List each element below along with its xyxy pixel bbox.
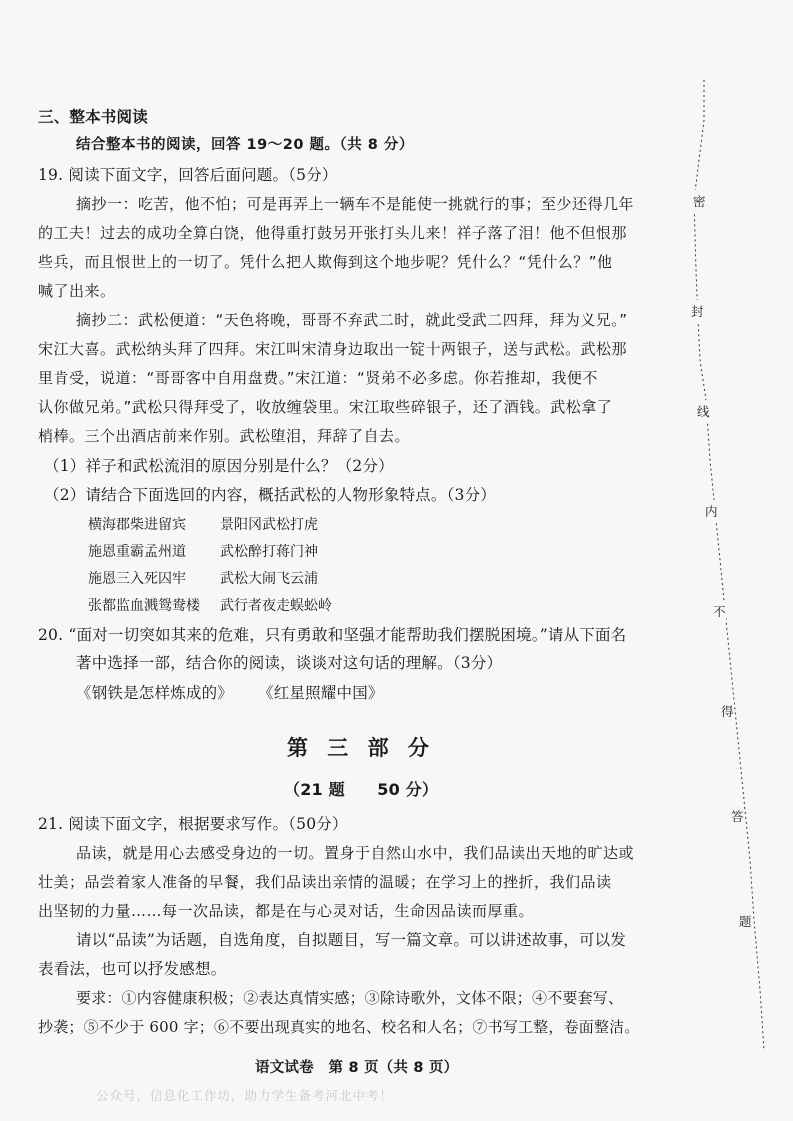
- q21-requirements-line-2: 抄袭；⑤不少于 600 字；⑥不要出现真实的地名、校名和人名；⑦书写工整，卷面整洁。: [38, 1018, 640, 1036]
- seal-char-3: 线: [697, 400, 710, 422]
- q21-para2-line-2: 表看法，也可以抒发感想。: [38, 960, 227, 978]
- q21-para1-line-3: 出坚韧的力量……每一次品读，都是在与心灵对话，生命因品读而厚重。: [38, 902, 535, 920]
- option-right-3: 武松大闹飞云浦: [220, 571, 318, 587]
- seal-char-8: 题: [739, 910, 752, 932]
- option-right-2: 武松醉打蒋门神: [220, 544, 318, 560]
- seal-char-7: 答: [731, 805, 744, 827]
- excerpt2-line-3: 里肯受，说道：“哥哥客中自用盘费。”宋江道：“贤弟不必多虑。你若推却，我便不: [38, 369, 598, 387]
- excerpt2-line-4: 认你做兄弟。”武松只得拜受了，收放缠袋里。宋江取些碎银子，还了酒钱。武松拿了: [38, 398, 613, 416]
- excerpt1-line-1: 摘抄一：吃苦，他不怕；可是再弄上一辆车不是能使一挑就行的事；至少还得几年: [76, 195, 635, 213]
- seal-char-6: 得: [721, 700, 734, 722]
- excerpt1-line-4: 喊了出来。: [38, 282, 116, 300]
- option-left-2: 施恩重霸孟州道: [88, 544, 186, 560]
- section-intro: 结合整本书的阅读，回答 19～20 题。（共 8 分）: [76, 137, 414, 153]
- q19-sub2: （2）请结合下面选回的内容，概括武松的人物形象特点。（3分）: [44, 486, 496, 504]
- option-right-4: 武行者夜走蜈蚣岭: [220, 598, 332, 614]
- q20-book-1: 《钢铁是怎样炼成的》: [76, 684, 234, 702]
- option-left-1: 横海郡柴进留宾: [88, 517, 186, 533]
- q20-line-2: 著中选择一部，结合你的阅读，谈谈对这句话的理解。（3分）: [76, 654, 503, 672]
- excerpt1-line-3: 些兵，而且恨世上的一切了。凭什么把人欺侮到这个地步呢？凭什么？“凭什么？”他: [38, 253, 613, 271]
- excerpt2-line-5: 梢棒。三个出酒店前来作别。武松堕泪，拜辞了自去。: [38, 427, 411, 445]
- q21-stem: 21. 阅读下面文字，根据要求写作。（50分）: [38, 815, 348, 833]
- section-heading: 三、整本书阅读: [38, 108, 148, 126]
- watermark-text: 公众号，信息化工作坊，助力学生备考河北中考！: [96, 1088, 394, 1103]
- q20-book-2: 《红星照耀中国》: [258, 684, 384, 702]
- q21-para2-line-1: 请以“品读”为话题，自选角度，自拟题目，写一篇文章。可以讲述故事，可以发: [76, 931, 627, 949]
- seal-char-1: 密: [693, 190, 706, 212]
- excerpt2-line-2: 宋江大喜。武松纳头拜了四拜。宋江叫宋清身边取出一锭十两银子，送与武松。武松那: [38, 340, 628, 358]
- seal-char-5: 不: [713, 600, 726, 622]
- page-footer: 语文试卷 第 8 页（共 8 页）: [255, 1060, 459, 1076]
- excerpt2-line-1: 摘抄二：武松便道：“天色将晚，哥哥不弃武二时，就此受武二四拜，拜为义兄。”: [76, 311, 628, 329]
- seal-char-2: 封: [691, 300, 704, 322]
- q21-para1-line-2: 壮美；品尝着家人准备的早餐，我们品读出亲情的温暖；在学习上的挫折，我们品读: [38, 873, 612, 891]
- option-right-1: 景阳冈武松打虎: [220, 517, 318, 533]
- q19-sub1: （1）祥子和武松流泪的原因分别是什么？（2分）: [44, 457, 394, 475]
- q20-line-1: 20. “面对一切突如其来的危难，只有勇敢和坚强才能帮助我们摆脱困境。”请从下面名: [38, 626, 627, 644]
- seal-line-dashes: [660, 60, 780, 1060]
- q21-para1-line-1: 品读，就是用心去感受身边的一切。置身于自然山水中，我们品读出天地的旷达或: [76, 844, 635, 862]
- q21-requirements-line-1: 要求：①内容健康积极；②表达真情实感；③除诗歌外，文体不限；④不要套写、: [76, 989, 624, 1007]
- q19-stem: 19. 阅读下面文字，回答后面问题。（5分）: [38, 166, 338, 184]
- seal-char-4: 内: [705, 500, 718, 522]
- part-subtitle: （21 题 50 分）: [284, 780, 439, 799]
- part-title: 第 三 部 分: [287, 736, 435, 760]
- excerpt1-line-2: 的工夫！过去的成功全算白饶，他得重打鼓另开张打头儿来！祥子落了泪！他不但恨那: [38, 224, 628, 242]
- option-left-4: 张都监血溅鸳鸯楼: [88, 598, 200, 614]
- option-left-3: 施恩三入死囚牢: [88, 571, 186, 587]
